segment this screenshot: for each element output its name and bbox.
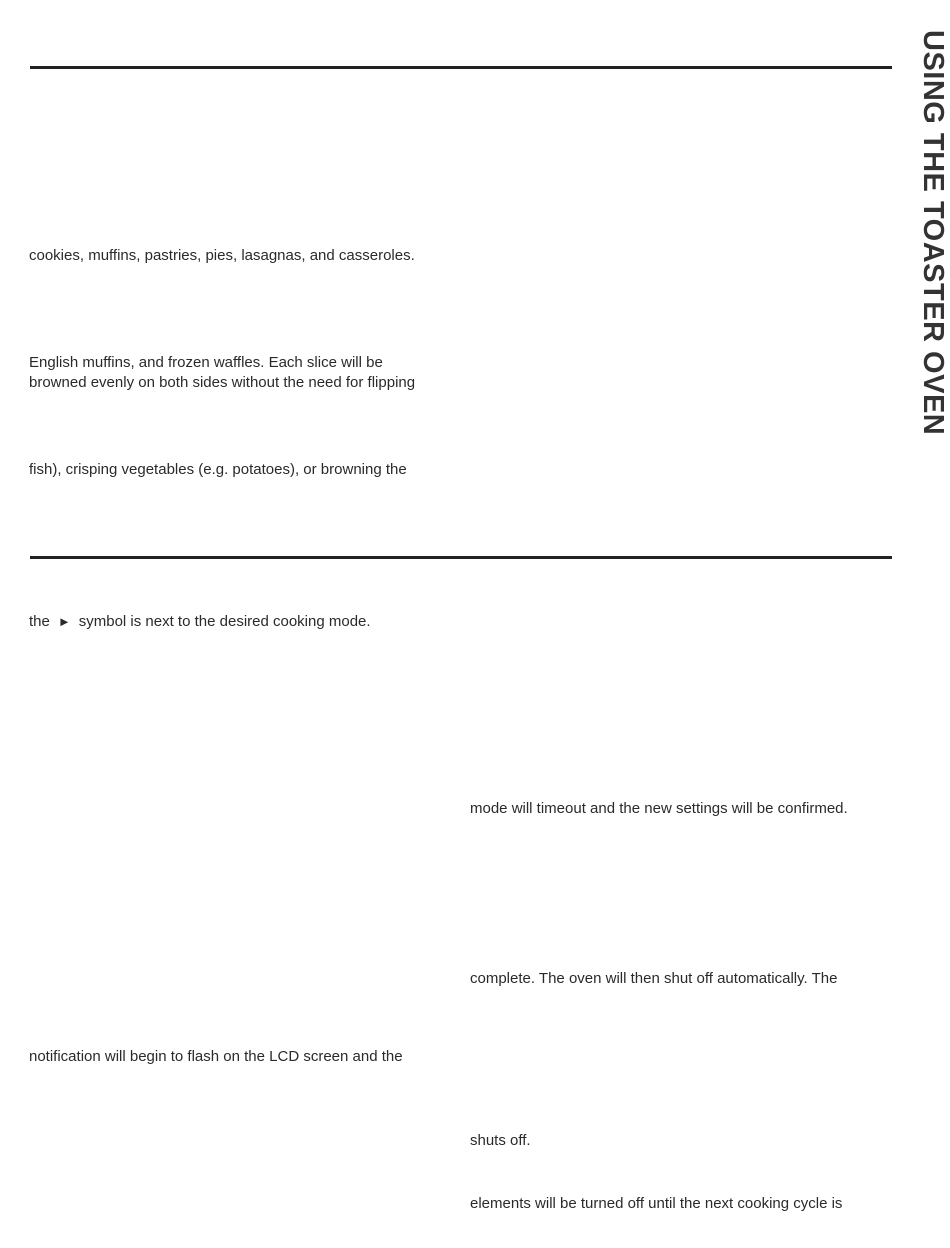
text-line: cookies, muffins, pastries, pies, lasagnas, and casseroles. xyxy=(29,247,415,264)
text-line: notification will begin to flash on the LCD screen and the xyxy=(29,1048,403,1065)
text-line: fish), crisping vegetables (e.g. potatoes), or browning the xyxy=(29,461,407,478)
arrow-right-icon: ► xyxy=(57,614,71,629)
top-divider xyxy=(30,66,892,69)
middle-divider xyxy=(30,556,892,559)
text-line: elements will be turned off until the next cooking cycle is xyxy=(470,1195,843,1212)
text-line: shuts off. xyxy=(470,1132,531,1149)
text-fragment: the xyxy=(29,613,50,630)
text-line: browned evenly on both sides without the need for flipping xyxy=(29,374,416,391)
section-title: USING THE TOASTER OVEN xyxy=(917,30,949,436)
text-fragment: symbol is next to the desired cooking mode. xyxy=(78,613,371,630)
text-line: English muffins, and frozen waffles. Each slice will be xyxy=(29,354,383,371)
text-line: complete. The oven will then shut off automatically. The xyxy=(470,970,838,987)
text-line: mode will timeout and the new settings will be confirmed. xyxy=(470,800,848,817)
text-line xyxy=(29,612,371,632)
